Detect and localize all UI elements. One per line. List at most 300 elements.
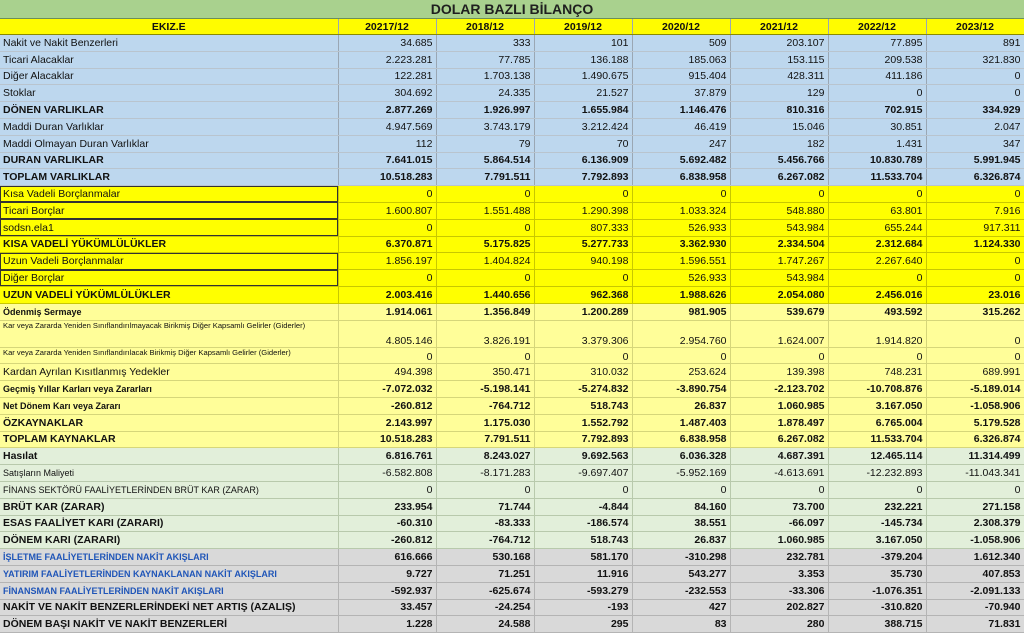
value-cell[interactable]: 1.914.061 (338, 303, 436, 320)
value-cell[interactable]: 2.312.684 (828, 236, 926, 253)
value-cell[interactable]: 0 (436, 219, 534, 236)
value-cell[interactable]: -7.072.032 (338, 381, 436, 398)
value-cell[interactable]: 35.730 (828, 565, 926, 582)
value-cell[interactable]: 4.687.391 (730, 448, 828, 465)
value-cell[interactable]: 33.457 (338, 599, 436, 616)
value-cell[interactable]: 428.311 (730, 68, 828, 85)
value-cell[interactable]: -260.812 (338, 532, 436, 549)
value-cell[interactable]: -33.306 (730, 582, 828, 599)
value-cell[interactable]: 77.785 (436, 51, 534, 68)
value-cell[interactable]: -4.844 (534, 498, 632, 515)
value-cell[interactable]: 0 (436, 270, 534, 287)
value-cell[interactable]: 1.703.138 (436, 68, 534, 85)
value-cell[interactable]: -4.613.691 (730, 465, 828, 482)
value-cell[interactable]: 411.186 (828, 68, 926, 85)
table-row (0, 35, 1024, 52)
value-cell[interactable]: 0 (338, 481, 436, 498)
row-label-cell[interactable]: İŞLETME FAALİYETLERİNDEN NAKİT AKIŞLARI (0, 549, 338, 566)
value-cell[interactable]: 5.175.825 (436, 236, 534, 253)
value-cell[interactable]: 334.929 (926, 102, 1024, 119)
value-cell[interactable]: -60.310 (338, 515, 436, 532)
value-cell[interactable]: 962.368 (534, 286, 632, 303)
value-cell[interactable]: 3.362.930 (632, 236, 730, 253)
value-cell[interactable]: 182 (730, 135, 828, 152)
value-cell[interactable]: 427 (632, 599, 730, 616)
value-cell[interactable]: 71.251 (436, 565, 534, 582)
value-cell[interactable]: 2.267.640 (828, 253, 926, 270)
value-cell[interactable]: -2.123.702 (730, 381, 828, 398)
value-cell[interactable]: 1.914.820 (828, 320, 926, 347)
value-cell[interactable]: 7.792.893 (534, 169, 632, 186)
row-label-cell[interactable]: Kar veya Zararda Yeniden Sınıflandırılmayacak Birikmiş Diğer Kapsamlı Gelirler (Giderler) (0, 320, 338, 347)
value-cell[interactable]: 0 (534, 347, 632, 364)
row-label-cell[interactable]: Diğer Alacaklar (0, 68, 338, 85)
value-cell[interactable]: 0 (926, 186, 1024, 203)
value-cell[interactable]: -2.091.133 (926, 582, 1024, 599)
value-cell[interactable]: 2.334.504 (730, 236, 828, 253)
year-header-cell[interactable]: 2020/12 (632, 19, 730, 35)
value-cell[interactable]: 543.984 (730, 270, 828, 287)
row-label-cell[interactable]: Ticari Alacaklar (0, 51, 338, 68)
value-cell[interactable]: 21.527 (534, 85, 632, 102)
value-cell[interactable]: 526.933 (632, 219, 730, 236)
value-cell[interactable]: 30.851 (828, 118, 926, 135)
value-cell[interactable]: -6.582.808 (338, 465, 436, 482)
value-cell[interactable]: -3.890.754 (632, 381, 730, 398)
row-label-cell[interactable]: UZUN VADELİ YÜKÜMLÜLÜKLER (0, 286, 338, 303)
value-cell[interactable]: 0 (730, 186, 828, 203)
value-cell[interactable]: 7.641.015 (338, 152, 436, 169)
header-label-cell[interactable]: EKIZ.E (0, 19, 338, 35)
value-cell[interactable]: 6.838.958 (632, 431, 730, 448)
row-label-cell[interactable]: Geçmiş Yıllar Karları veya Zararları (0, 381, 338, 398)
value-cell[interactable]: -70.940 (926, 599, 1024, 616)
value-cell[interactable]: 63.801 (828, 202, 926, 219)
value-cell[interactable]: 10.830.789 (828, 152, 926, 169)
value-cell[interactable]: -5.952.169 (632, 465, 730, 482)
value-cell[interactable]: 0 (926, 270, 1024, 287)
row-label-cell[interactable]: ÖZKAYNAKLAR (0, 414, 338, 431)
value-cell[interactable]: 304.692 (338, 85, 436, 102)
value-cell[interactable]: 1.624.007 (730, 320, 828, 347)
value-cell[interactable]: 347 (926, 135, 1024, 152)
value-cell[interactable]: 112 (338, 135, 436, 152)
value-cell[interactable]: 0 (534, 481, 632, 498)
value-cell[interactable]: 310.032 (534, 364, 632, 381)
value-cell[interactable]: 83 (632, 616, 730, 633)
value-cell[interactable]: 1.600.807 (338, 202, 436, 219)
value-cell[interactable]: 71.744 (436, 498, 534, 515)
value-cell[interactable]: 129 (730, 85, 828, 102)
row-label-cell[interactable]: Satışların Maliyeti (0, 465, 338, 482)
row-label-cell[interactable]: DÖNEM BAŞI NAKİT VE NAKİT BENZERLERİ (0, 616, 338, 633)
value-cell[interactable]: -1.076.351 (828, 582, 926, 599)
value-cell[interactable]: 0 (926, 347, 1024, 364)
value-cell[interactable]: 5.692.482 (632, 152, 730, 169)
row-label-cell[interactable]: Stoklar (0, 85, 338, 102)
value-cell[interactable]: -592.937 (338, 582, 436, 599)
year-header-cell[interactable]: 2021/12 (730, 19, 828, 35)
table-row (0, 465, 1024, 482)
table-row (0, 549, 1024, 566)
value-cell[interactable]: 34.685 (338, 35, 436, 52)
value-cell[interactable]: 5.991.945 (926, 152, 1024, 169)
row-label-cell[interactable]: TOPLAM KAYNAKLAR (0, 431, 338, 448)
row-label-cell[interactable]: Maddi Olmayan Duran Varlıklar (0, 135, 338, 152)
value-cell[interactable]: 981.905 (632, 303, 730, 320)
value-cell[interactable]: 1.856.197 (338, 253, 436, 270)
value-cell[interactable]: 84.160 (632, 498, 730, 515)
value-cell[interactable]: 295 (534, 616, 632, 633)
value-cell[interactable]: 1.200.289 (534, 303, 632, 320)
value-cell[interactable]: 0 (436, 186, 534, 203)
value-cell[interactable]: -24.254 (436, 599, 534, 616)
value-cell[interactable]: 388.715 (828, 616, 926, 633)
value-cell[interactable]: 153.115 (730, 51, 828, 68)
value-cell[interactable]: -310.820 (828, 599, 926, 616)
value-cell[interactable]: 139.398 (730, 364, 828, 381)
value-cell[interactable]: 1.655.984 (534, 102, 632, 119)
row-label-cell[interactable]: Uzun Vadeli Borçlanmalar (0, 253, 338, 270)
value-cell[interactable]: 1.356.849 (436, 303, 534, 320)
value-cell[interactable]: 12.465.114 (828, 448, 926, 465)
value-cell[interactable]: 539.679 (730, 303, 828, 320)
value-cell[interactable]: 0 (534, 186, 632, 203)
value-cell[interactable]: -5.274.832 (534, 381, 632, 398)
value-cell[interactable]: 0 (632, 347, 730, 364)
table-row (0, 102, 1024, 119)
year-header-cell[interactable]: 2022/12 (828, 19, 926, 35)
value-cell[interactable]: 1.290.398 (534, 202, 632, 219)
value-cell[interactable]: 1.175.030 (436, 414, 534, 431)
value-cell[interactable]: -593.279 (534, 582, 632, 599)
value-cell[interactable]: 7.916 (926, 202, 1024, 219)
row-label-cell[interactable]: NAKİT VE NAKİT BENZERLERİNDEKİ NET ARTIŞ (AZALIŞ) (0, 599, 338, 616)
value-cell[interactable]: 136.188 (534, 51, 632, 68)
row-label-cell[interactable]: DÖNEM KARI (ZARARI) (0, 532, 338, 549)
value-cell[interactable]: 891 (926, 35, 1024, 52)
value-cell[interactable]: -66.097 (730, 515, 828, 532)
value-cell[interactable]: 350.471 (436, 364, 534, 381)
row-label-cell[interactable]: FİNANS SEKTÖRÜ FAALİYETLERİNDEN BRÜT KAR (ZARAR) (0, 481, 338, 498)
value-cell[interactable]: 0 (632, 481, 730, 498)
value-cell[interactable]: 407.853 (926, 565, 1024, 582)
value-cell[interactable]: 1.747.267 (730, 253, 828, 270)
row-label-cell[interactable]: FİNANSMAN FAALİYETLERİNDEN NAKİT AKIŞLARI (0, 582, 338, 599)
value-cell[interactable]: -83.333 (436, 515, 534, 532)
value-cell[interactable]: 233.954 (338, 498, 436, 515)
value-cell[interactable]: -310.298 (632, 549, 730, 566)
value-cell[interactable]: 0 (436, 347, 534, 364)
value-cell[interactable]: 917.311 (926, 219, 1024, 236)
value-cell[interactable]: 122.281 (338, 68, 436, 85)
value-cell[interactable]: 3.379.306 (534, 320, 632, 347)
value-cell[interactable]: 1.440.656 (436, 286, 534, 303)
row-label-cell[interactable]: Kar veya Zararda Yeniden Sınıflandırılacak Birikmiş Diğer Kapsamlı Gelirler (Giderler) (0, 347, 338, 364)
value-cell[interactable]: 3.167.050 (828, 532, 926, 549)
value-cell[interactable]: 2.223.281 (338, 51, 436, 68)
value-cell[interactable]: 543.277 (632, 565, 730, 582)
value-cell[interactable]: 2.308.379 (926, 515, 1024, 532)
value-cell[interactable]: 3.353 (730, 565, 828, 582)
value-cell[interactable]: 748.231 (828, 364, 926, 381)
value-cell[interactable]: 6.838.958 (632, 169, 730, 186)
value-cell[interactable]: -186.574 (534, 515, 632, 532)
value-cell[interactable]: 1.988.626 (632, 286, 730, 303)
value-cell[interactable]: 46.419 (632, 118, 730, 135)
value-cell[interactable]: 1.146.476 (632, 102, 730, 119)
value-cell[interactable]: -232.553 (632, 582, 730, 599)
value-cell[interactable]: 2.456.016 (828, 286, 926, 303)
value-cell[interactable]: 209.538 (828, 51, 926, 68)
value-cell[interactable]: 915.404 (632, 68, 730, 85)
value-cell[interactable]: 247 (632, 135, 730, 152)
value-cell[interactable]: -8.171.283 (436, 465, 534, 482)
table-row (0, 582, 1024, 599)
value-cell[interactable]: 0 (436, 481, 534, 498)
value-cell[interactable]: 101 (534, 35, 632, 52)
value-cell[interactable]: -1.058.906 (926, 532, 1024, 549)
value-cell[interactable]: 10.518.283 (338, 431, 436, 448)
value-cell[interactable]: 530.168 (436, 549, 534, 566)
value-cell[interactable]: -5.198.141 (436, 381, 534, 398)
value-cell[interactable]: 518.743 (534, 397, 632, 414)
value-cell[interactable]: 70 (534, 135, 632, 152)
value-cell[interactable]: -12.232.893 (828, 465, 926, 482)
value-cell[interactable]: 6.816.761 (338, 448, 436, 465)
value-cell[interactable]: 543.984 (730, 219, 828, 236)
value-cell[interactable]: 315.262 (926, 303, 1024, 320)
value-cell[interactable]: 5.179.528 (926, 414, 1024, 431)
value-cell[interactable]: 0 (926, 320, 1024, 347)
value-cell[interactable]: -5.189.014 (926, 381, 1024, 398)
value-cell[interactable]: 1.431 (828, 135, 926, 152)
value-cell[interactable]: 11.533.704 (828, 169, 926, 186)
value-cell[interactable]: 71.831 (926, 616, 1024, 633)
value-cell[interactable]: 1.596.551 (632, 253, 730, 270)
year-header-cell[interactable]: 2019/12 (534, 19, 632, 35)
value-cell[interactable]: 5.864.514 (436, 152, 534, 169)
value-cell[interactable]: 3.826.191 (436, 320, 534, 347)
value-cell[interactable]: 1.878.497 (730, 414, 828, 431)
value-cell[interactable]: 321.830 (926, 51, 1024, 68)
row-label-cell[interactable]: Net Dönem Karı veya Zararı (0, 397, 338, 414)
value-cell[interactable]: -1.058.906 (926, 397, 1024, 414)
value-cell[interactable]: 3.167.050 (828, 397, 926, 414)
value-cell[interactable]: -193 (534, 599, 632, 616)
table-row (0, 85, 1024, 102)
row-label-cell[interactable]: Kardan Ayrılan Kısıtlanmış Yedekler (0, 364, 338, 381)
row-label-cell[interactable]: Maddi Duran Varlıklar (0, 118, 338, 135)
value-cell[interactable]: 2.003.416 (338, 286, 436, 303)
value-cell[interactable]: 0 (926, 481, 1024, 498)
value-cell[interactable]: 518.743 (534, 532, 632, 549)
row-label-cell[interactable]: ESAS FAALİYET KARI (ZARARI) (0, 515, 338, 532)
value-cell[interactable]: 494.398 (338, 364, 436, 381)
value-cell[interactable]: 2.143.997 (338, 414, 436, 431)
value-cell[interactable]: 24.335 (436, 85, 534, 102)
value-cell[interactable]: -10.708.876 (828, 381, 926, 398)
table-row (0, 320, 1024, 347)
value-cell[interactable]: 0 (534, 270, 632, 287)
value-cell[interactable]: 509 (632, 35, 730, 52)
value-cell[interactable]: 581.170 (534, 549, 632, 566)
value-cell[interactable]: 1.612.340 (926, 549, 1024, 566)
value-cell[interactable]: 8.243.027 (436, 448, 534, 465)
value-cell[interactable]: 0 (828, 270, 926, 287)
balance-table (0, 19, 1024, 633)
value-cell[interactable]: 23.016 (926, 286, 1024, 303)
row-label-cell[interactable]: Kısa Vadeli Borçlanmalar (0, 186, 338, 203)
value-cell[interactable]: 6.326.874 (926, 169, 1024, 186)
value-cell[interactable]: 6.267.082 (730, 169, 828, 186)
row-label-cell[interactable]: YATIRIM FAALİYETLERİNDEN KAYNAKLANAN NAKİT AKIŞLARI (0, 565, 338, 582)
value-cell[interactable]: 2.877.269 (338, 102, 436, 119)
value-cell[interactable]: 38.551 (632, 515, 730, 532)
value-cell[interactable]: 24.588 (436, 616, 534, 633)
value-cell[interactable]: 6.765.004 (828, 414, 926, 431)
value-cell[interactable]: 4.805.146 (338, 320, 436, 347)
year-header-cell[interactable]: 20217/12 (338, 19, 436, 35)
value-cell[interactable]: 0 (730, 481, 828, 498)
value-cell[interactable]: 1.033.324 (632, 202, 730, 219)
table-row (0, 303, 1024, 320)
value-cell[interactable]: 11.314.499 (926, 448, 1024, 465)
value-cell[interactable]: 0 (828, 347, 926, 364)
value-cell[interactable]: 7.792.893 (534, 431, 632, 448)
value-cell[interactable]: -145.734 (828, 515, 926, 532)
value-cell[interactable]: 1.551.488 (436, 202, 534, 219)
value-cell[interactable]: 6.326.874 (926, 431, 1024, 448)
value-cell[interactable]: 73.700 (730, 498, 828, 515)
value-cell[interactable]: 10.518.283 (338, 169, 436, 186)
row-label-cell[interactable]: DURAN VARLIKLAR (0, 152, 338, 169)
row-label-cell[interactable]: KISA VADELİ YÜKÜMLÜLÜKLER (0, 236, 338, 253)
value-cell[interactable]: 6.036.328 (632, 448, 730, 465)
value-cell[interactable]: 2.047 (926, 118, 1024, 135)
value-cell[interactable]: 15.046 (730, 118, 828, 135)
value-cell[interactable]: 5.277.733 (534, 236, 632, 253)
row-label-cell[interactable]: Ticari Borçlar (0, 202, 338, 219)
value-cell[interactable]: 203.107 (730, 35, 828, 52)
value-cell[interactable]: 26.837 (632, 397, 730, 414)
value-cell[interactable]: 2.054.080 (730, 286, 828, 303)
row-label-cell[interactable]: DÖNEN VARLIKLAR (0, 102, 338, 119)
value-cell[interactable]: 202.827 (730, 599, 828, 616)
value-cell[interactable]: 271.158 (926, 498, 1024, 515)
value-cell[interactable]: 6.267.082 (730, 431, 828, 448)
value-cell[interactable]: 1.404.824 (436, 253, 534, 270)
year-header-cell[interactable]: 2023/12 (926, 19, 1024, 35)
value-cell[interactable]: -379.204 (828, 549, 926, 566)
value-cell[interactable]: 0 (926, 68, 1024, 85)
table-row (0, 253, 1024, 270)
value-cell[interactable]: -764.712 (436, 532, 534, 549)
value-cell[interactable]: 9.692.563 (534, 448, 632, 465)
value-cell[interactable]: 1.490.675 (534, 68, 632, 85)
value-cell[interactable]: 5.456.766 (730, 152, 828, 169)
value-cell[interactable]: 77.895 (828, 35, 926, 52)
value-cell[interactable]: -260.812 (338, 397, 436, 414)
table-row (0, 481, 1024, 498)
value-cell[interactable]: 548.880 (730, 202, 828, 219)
value-cell[interactable]: 11.916 (534, 565, 632, 582)
value-cell[interactable]: 0 (338, 347, 436, 364)
value-cell[interactable]: 2.954.760 (632, 320, 730, 347)
value-cell[interactable]: 0 (926, 253, 1024, 270)
value-cell[interactable]: 7.791.511 (436, 431, 534, 448)
value-cell[interactable]: 1.552.792 (534, 414, 632, 431)
value-cell[interactable]: -11.043.341 (926, 465, 1024, 482)
row-label-cell[interactable]: Nakit ve Nakit Benzerleri (0, 35, 338, 52)
value-cell[interactable]: 0 (926, 85, 1024, 102)
value-cell[interactable]: 0 (730, 347, 828, 364)
value-cell[interactable]: 493.592 (828, 303, 926, 320)
value-cell[interactable]: 4.947.569 (338, 118, 436, 135)
value-cell[interactable]: 11.533.704 (828, 431, 926, 448)
value-cell[interactable]: 1.124.330 (926, 236, 1024, 253)
row-label-cell[interactable]: BRÜT KAR (ZARAR) (0, 498, 338, 515)
value-cell[interactable]: 1.060.985 (730, 532, 828, 549)
value-cell[interactable]: 3.743.179 (436, 118, 534, 135)
value-cell[interactable]: 333 (436, 35, 534, 52)
value-cell[interactable]: 940.198 (534, 253, 632, 270)
value-cell[interactable]: 9.727 (338, 565, 436, 582)
row-label-cell[interactable]: Hasılat (0, 448, 338, 465)
value-cell[interactable]: 3.212.424 (534, 118, 632, 135)
value-cell[interactable]: 0 (828, 481, 926, 498)
value-cell[interactable]: 810.316 (730, 102, 828, 119)
value-cell[interactable]: 0 (338, 270, 436, 287)
value-cell[interactable]: 280 (730, 616, 828, 633)
year-header-cell[interactable]: 2018/12 (436, 19, 534, 35)
value-cell[interactable]: 0 (338, 186, 436, 203)
value-cell[interactable]: 702.915 (828, 102, 926, 119)
value-cell[interactable]: 1.228 (338, 616, 436, 633)
value-cell[interactable]: 1.926.997 (436, 102, 534, 119)
row-label-cell[interactable]: sodsn.ela1 (0, 219, 338, 236)
value-cell[interactable]: 1.487.403 (632, 414, 730, 431)
value-cell[interactable]: 26.837 (632, 532, 730, 549)
value-cell[interactable]: 232.781 (730, 549, 828, 566)
value-cell[interactable]: 79 (436, 135, 534, 152)
value-cell[interactable]: 185.063 (632, 51, 730, 68)
value-cell[interactable]: 1.060.985 (730, 397, 828, 414)
row-label-cell[interactable]: Ödenmiş Sermaye (0, 303, 338, 320)
value-cell[interactable]: 6.136.909 (534, 152, 632, 169)
value-cell[interactable]: -625.674 (436, 582, 534, 599)
row-label-cell[interactable]: TOPLAM VARLIKLAR (0, 169, 338, 186)
value-cell[interactable]: 0 (338, 219, 436, 236)
value-cell[interactable]: 37.879 (632, 85, 730, 102)
row-label-cell[interactable]: Diğer Borçlar (0, 270, 338, 287)
value-cell[interactable]: 0 (632, 186, 730, 203)
value-cell[interactable]: 253.624 (632, 364, 730, 381)
value-cell[interactable]: 6.370.871 (338, 236, 436, 253)
value-cell[interactable]: 0 (828, 186, 926, 203)
value-cell[interactable]: 807.333 (534, 219, 632, 236)
value-cell[interactable]: 7.791.511 (436, 169, 534, 186)
value-cell[interactable]: 616.666 (338, 549, 436, 566)
value-cell[interactable]: 0 (828, 85, 926, 102)
value-cell[interactable]: -764.712 (436, 397, 534, 414)
table-row (0, 448, 1024, 465)
value-cell[interactable]: 655.244 (828, 219, 926, 236)
value-cell[interactable]: 526.933 (632, 270, 730, 287)
value-cell[interactable]: -9.697.407 (534, 465, 632, 482)
value-cell[interactable]: 689.991 (926, 364, 1024, 381)
value-cell[interactable]: 232.221 (828, 498, 926, 515)
